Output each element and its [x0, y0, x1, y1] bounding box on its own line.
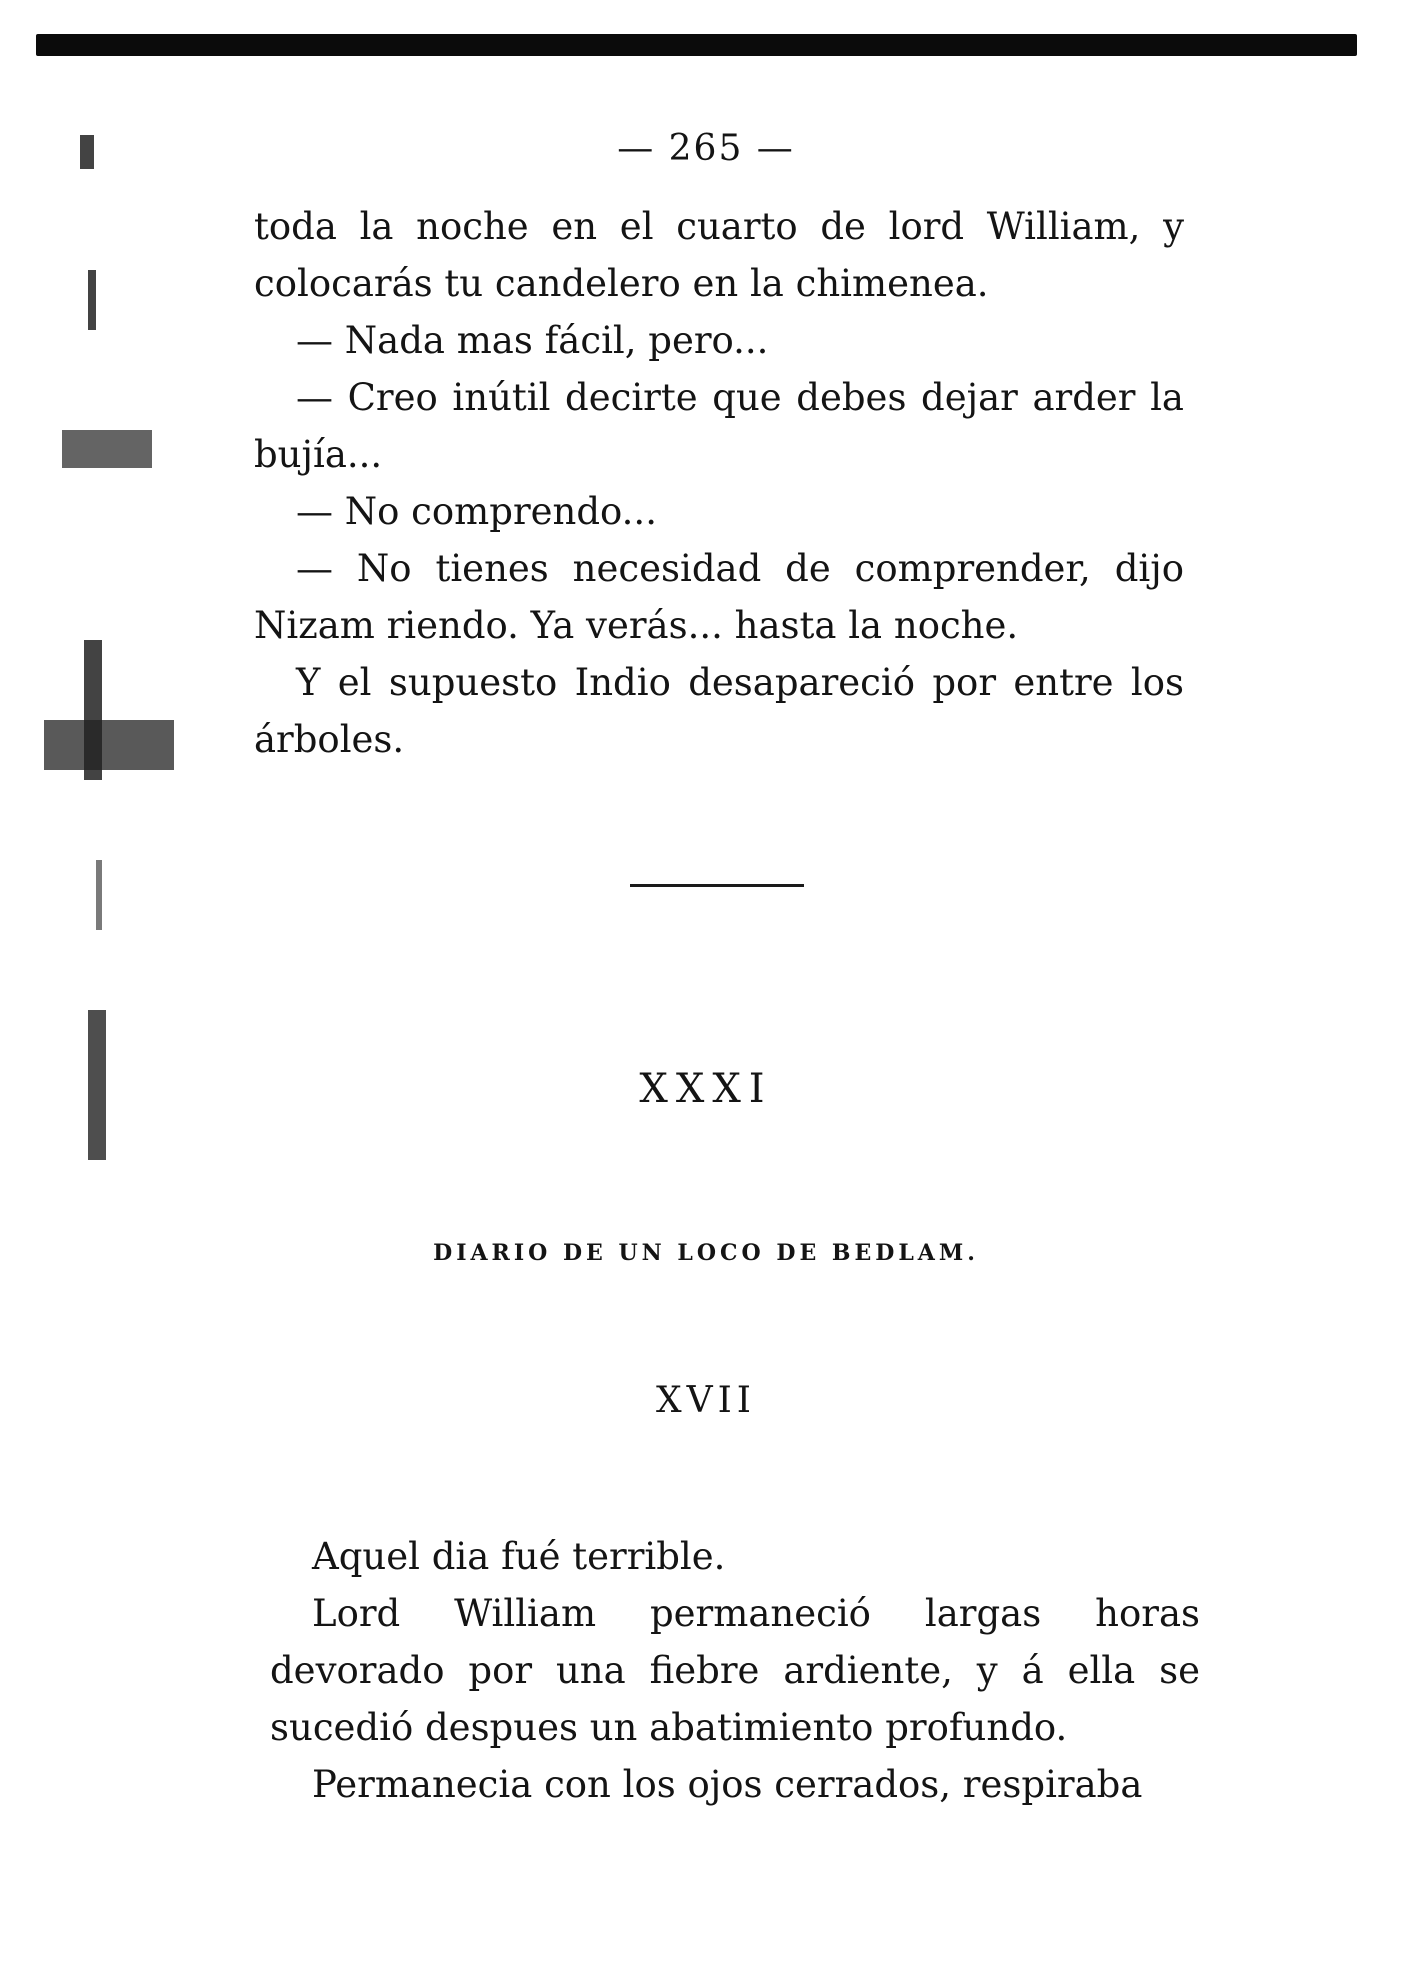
- paragraph: — No comprendo...: [296, 490, 657, 533]
- chapter-subtitle: DIARIO DE UN LOCO DE BEDLAM.: [433, 1240, 979, 1266]
- paragraph: toda la noche en el cuarto de lord William, y colocarás tu candelero en la chimenea.: [254, 205, 1184, 305]
- paragraph: Aquel dia fué terrible.: [312, 1535, 726, 1578]
- chapter-title: XXXI: [639, 1066, 773, 1112]
- paragraph: — Nada mas fácil, pero...: [296, 319, 769, 362]
- paragraph: Permanecia con los ojos cerrados, respiraba: [312, 1763, 1143, 1806]
- section-divider: [630, 884, 804, 887]
- bottom-text-block: [270, 1528, 1200, 1813]
- paragraph: — Creo inútil decirte que debes dejar arder la bujía...: [254, 376, 1184, 476]
- scan-artifact: [62, 430, 152, 468]
- paragraph: Y el supuesto Indio desapareció por entre los árboles.: [254, 661, 1184, 761]
- scan-top-border: [36, 34, 1357, 56]
- subchapter-title: XVII: [655, 1380, 757, 1421]
- scan-artifact: [88, 270, 96, 330]
- paragraph: — No tienes necesidad de comprender, dijo Nizam riendo. Ya verás... hasta la noche.: [254, 547, 1184, 647]
- scan-artifact: [44, 720, 174, 770]
- page-number: — 265 —: [617, 128, 795, 169]
- top-text-block: [254, 198, 1184, 768]
- paragraph: Lord William permaneció largas horas devorado por una fiebre ardiente, y á ella se sucedió despues un abatimiento profundo.: [270, 1592, 1200, 1749]
- scan-artifact: [96, 860, 102, 930]
